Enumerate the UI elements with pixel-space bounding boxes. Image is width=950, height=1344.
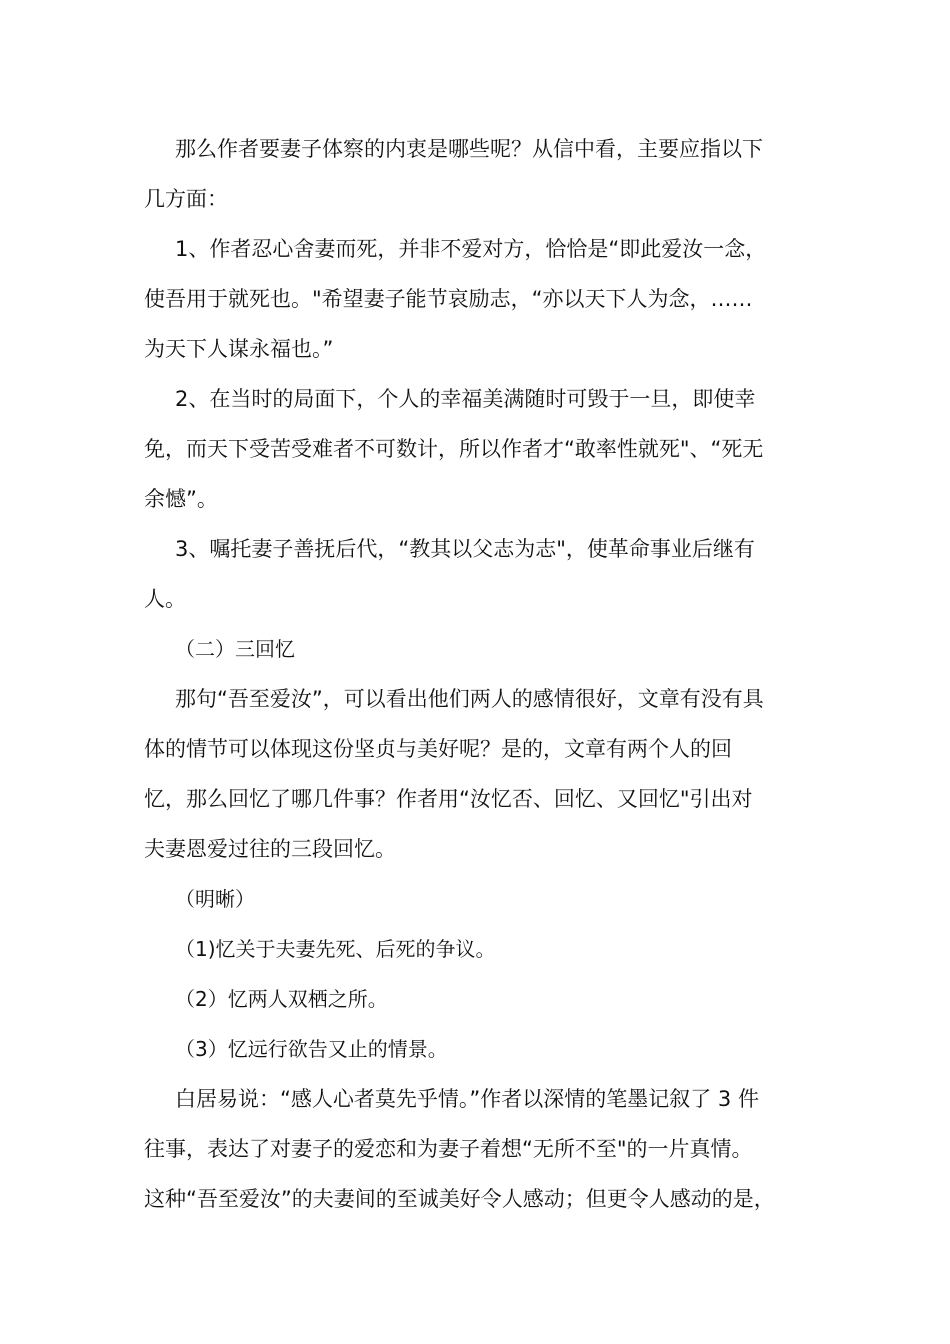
paragraph-line: 1、作者忍心舍妻而死，并非不爱对方，恰恰是“即此爱汝一念，: [175, 237, 767, 261]
paragraph-line: 那句“吾至爱汝”，可以看出他们两人的感情很好，文章有没有具: [175, 687, 764, 711]
paragraph-line: 为天下人谋永福也。”: [144, 337, 334, 361]
paragraph-line: 这种“吾至爱汝”的夫妻间的至诚美好令人感动；但更令人感动的是，: [144, 1187, 775, 1211]
body-text: [144, 124, 808, 1224]
paragraph-line: 忆，那么回忆了哪几件事？作者用“汝忆否、回忆、又回忆"引出对: [144, 787, 753, 811]
list-item: （3）忆远行欲告又止的情景。: [175, 1037, 448, 1061]
paragraph-line: 白居易说：“感人心者莫先乎情。”作者以深情的笔墨记叙了 3 件: [175, 1087, 759, 1111]
paragraph-line: 几方面：: [144, 187, 228, 211]
paragraph-line: 免，而天下受苦受难者不可数计，所以作者才“敢率性就死"、“死无: [144, 437, 764, 461]
paragraph-line: 余憾”。: [144, 487, 218, 511]
paragraph-line: 那么作者要妻子体察的内衷是哪些呢？从信中看，主要应指以下: [175, 137, 763, 161]
paragraph-line: 体的情节可以体现这份坚贞与美好呢？是的，文章有两个人的回: [144, 737, 732, 761]
paragraph-line: 2、在当时的局面下，个人的幸福美满随时可毁于一旦，即使幸: [175, 387, 756, 411]
section-heading: （二）三回忆: [175, 637, 295, 661]
paragraph-line: 夫妻恩爱过往的三段回忆。: [144, 837, 396, 861]
paragraph-line: 3、嘱托妻子善抚后代，“教其以父志为志"，使革命事业后继有: [175, 537, 755, 561]
paragraph-line: 往事，表达了对妻子的爱恋和为妻子着想“无所不至"的一片真情。: [144, 1137, 753, 1161]
paragraph-line: 人。: [144, 587, 186, 611]
note-label: （明晰）: [175, 887, 255, 911]
list-item: （1)忆关于夫妻先死、后死的争议。: [175, 937, 496, 961]
list-item: （2）忆两人双栖之所。: [175, 987, 388, 1011]
paragraph-line: 使吾用于就死也。"希望妻子能节哀励志，“亦以天下人为念，……: [144, 287, 753, 311]
